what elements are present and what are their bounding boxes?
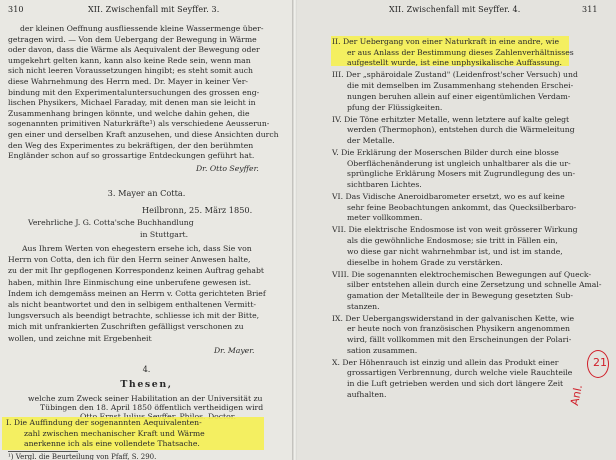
letter-line: zu der mit Ihr gepflogenen Korrespondenz keinen Auftrag gehabt bbox=[8, 266, 264, 276]
thesis-8-line: stanzen. bbox=[347, 301, 380, 311]
thesis-line: anerkenne ich als eine vollendete Thatsache. bbox=[24, 439, 200, 448]
thesis-10-line: aufhalten. bbox=[347, 389, 387, 399]
intro-line: Tübingen den 18. April 1850 öffentlich vertheidigen wird bbox=[40, 403, 264, 413]
thesis-2-line: II. Der Uebergang von einer Naturkraft in eine andre, wie bbox=[332, 37, 560, 46]
letter-line: haben, mithin Ihre Einmischung eine unberufene gewesen ist. bbox=[8, 277, 252, 287]
paragraph-line: Zusammenhang bringen könnte, und welche dahin gehen, die bbox=[8, 108, 250, 118]
thesis-9-line: sation zusammen. bbox=[347, 345, 418, 355]
paragraph-line: sogenannten primitiven Naturkräfte¹) als verschiedene Aeusserun- bbox=[8, 119, 270, 129]
margin-annotation-text: Anl. bbox=[568, 383, 586, 407]
paragraph-line: diese Wahrnehmung des Herrn med. Dr. Mayer in keiner Ver- bbox=[8, 77, 248, 86]
paragraph-line: bindung mit den Experimentaluntersuchungen des grossen eng- bbox=[8, 87, 260, 97]
signature-mayer: Dr. Mayer. bbox=[214, 346, 255, 355]
paragraph-line: der kleinen Oeffnung ausfliessende kleine Wassermenge über- bbox=[20, 24, 264, 33]
thesis-2-line: er aus Anlass der Bestimmung dieses Zahlenverhältnisses bbox=[347, 47, 574, 57]
thesis-10-line: X. Der Höhenrauch ist einzig und allein das Produkt einer bbox=[332, 357, 559, 367]
thesis-8-line: gamation der Metallteile der in Bewegung gesetzten Sub- bbox=[347, 290, 573, 300]
letter-line: als nicht beantwortet und den in selbigem enthaltenen Vermitt- bbox=[8, 300, 257, 309]
thesis-2-line: aufgestellt wurde, ist eine unphysikalische Auffassung. bbox=[347, 58, 562, 68]
thesis-3-line: nungen beruhen allein auf einer eigentümlichen Verdam- bbox=[347, 91, 571, 101]
thesis-8-line: VIII. Die sogenannten elektrochemischen Bewegungen auf Queck- bbox=[332, 269, 592, 279]
paragraph-line: den Weg des Experimentes zu bekräftigen, der den berühmten bbox=[8, 140, 254, 150]
right-page-number: 311 bbox=[582, 5, 598, 14]
section-3-title: 3. Mayer an Cotta. bbox=[107, 188, 186, 198]
thesis-7-line: VII. Die elektrische Endosmose ist von weit grösserer Wirkung bbox=[332, 225, 578, 235]
thesis-10-line: grossartigen Verbrennung, durch welche viele Rauchteile bbox=[347, 368, 573, 378]
right-page bbox=[297, 0, 616, 460]
paragraph-line: umgekehrt gelten kann, kann also keine Rede sein, wenn man bbox=[8, 55, 251, 65]
thesis-6-line: sehr feine Beobachtungen ankommt, das Quecksilberbaro- bbox=[347, 202, 577, 212]
left-page bbox=[0, 0, 293, 460]
thesis-9-line: IX. Der Uebergangswiderstand in der galvanischen Kette, wie bbox=[332, 313, 575, 323]
footnote: ¹) Vergl. die Beurteilung von Pfaff, S. 290. bbox=[8, 453, 157, 460]
thesis-7-line: dieselbe in hohem Grade zu verstärken. bbox=[347, 257, 503, 267]
letter-line: Indem ich demgemäss meinen an Herrn v. Cotta gerichteten Brief bbox=[8, 288, 266, 298]
letter-dateline: Heilbronn, 25. März 1850. bbox=[142, 205, 253, 215]
letter-line: Aus Ihrem Werten von ehegestern ersehe ich, dass Sie von bbox=[22, 244, 252, 253]
thesis-3-line: pfung der Flüssigkeiten. bbox=[347, 102, 443, 112]
letter-line: lungsversuch als beendigt betrachte, schliesse ich mit der Bitte, bbox=[8, 311, 260, 321]
thesis-6-line: VI. Das Vidische Aneroidbarometer ersetzt, wo es auf keine bbox=[332, 192, 565, 201]
paragraph-line: sich nicht leeren Voraussetzungen hingibt; es steht somit auch bbox=[8, 66, 253, 76]
paragraph-line: getragen wird. — Von dem Uebergang der Bewegung in Wärme bbox=[8, 34, 257, 44]
thesis-7-line: als die gewöhnliche Endosmose; sie tritt in Fällen ein, bbox=[347, 236, 558, 246]
thesis-4-line: IV. Die Töne erhitzter Metalle, wenn letztere auf kalte gelegt bbox=[332, 114, 570, 124]
section-4-number: 4. bbox=[142, 364, 151, 374]
section-4-title: Thesen, bbox=[120, 379, 173, 390]
letter-addressee: Verehrliche J. G. Cotta'sche Buchhandlung bbox=[28, 218, 194, 227]
thesis-9-line: er heute noch von französischen Physikern angenommen bbox=[347, 324, 570, 334]
thesis-3-line: III. Der „sphäroidale Zustand" (Leidenfrost'scher Versuch) und bbox=[332, 70, 578, 80]
letter-line: Herrn von Cotta, den ich für den Herrn seiner Anwesen halte, bbox=[8, 255, 251, 265]
thesis-6-line: meter vollkommen. bbox=[347, 213, 423, 223]
right-running-head: XII. Zwischenfall mit Seyffer. 4. bbox=[389, 5, 521, 14]
thesis-8-line: silber entstehen allein durch eine Zersetzung und schnelle Amal- bbox=[347, 280, 602, 290]
thesis-7-line: wo diese gar nicht wahrnehmbar ist, und ist im stande, bbox=[347, 246, 563, 256]
thesis-3-line: die mit demselben im Zusammenhang stehenden Erschei- bbox=[347, 81, 574, 91]
letter-line: mich mit unfrankierten Zuschriften gefälligst verschonen zu bbox=[8, 322, 244, 332]
thesis-4-line: werden (Thermophon), entstehen durch die Wärmeleitung bbox=[347, 125, 575, 135]
thesis-10-line: in die Luft getrieben werden und sich dort längere Zeit bbox=[347, 379, 564, 389]
paragraph-line: gen einer und derselben Kraft anzusehen, und diese Ansichten durch bbox=[8, 130, 279, 139]
signature-seyffer: Dr. Otto Seyffer. bbox=[196, 164, 259, 173]
intro-line: welche zum Zweck seiner Habilitation an der Universität zu bbox=[28, 394, 263, 403]
left-page-number: 310 bbox=[8, 5, 24, 14]
thesis-line: zahl zwischen mechanischer Kraft und Wärme bbox=[24, 428, 205, 438]
thesis-line: I. Die Auffindung der sogenannten Aequivalenten- bbox=[6, 418, 202, 427]
paragraph-line: Engländer schon auf so grossartige Entdeckungen geführt hat. bbox=[8, 151, 255, 161]
thesis-5-line: Oberflächenänderung ist ungleich unhaltbarer als die ur- bbox=[347, 158, 571, 168]
circled-number: 21 bbox=[593, 356, 607, 369]
left-running-head: XII. Zwischenfall mit Seyffer. 3. bbox=[88, 5, 220, 14]
thesis-5-line: V. Die Erklärung der Moserschen Bilder durch eine blosse bbox=[332, 147, 559, 157]
thesis-4-line: der Metalle. bbox=[347, 135, 395, 145]
paragraph-line: lischen Physikers, Michael Faraday, mit denen man sie leicht in bbox=[8, 98, 256, 108]
thesis-5-line: sichtbaren Lichtes. bbox=[347, 180, 422, 189]
thesis-5-line: sprüngliche Erklärung Mosers mit Zugrundlegung des un- bbox=[347, 169, 576, 179]
letter-line: wollen, und zeichne mit Ergebenheit bbox=[8, 333, 152, 343]
thesis-9-line: wird, fällt vollkommen mit den Erscheinungen der Polari- bbox=[347, 335, 572, 344]
paragraph-line: oder davon, dass die Wärme als Aequivalent der Bewegung oder bbox=[8, 45, 260, 55]
letter-addressee-city: in Stuttgart. bbox=[140, 230, 189, 239]
